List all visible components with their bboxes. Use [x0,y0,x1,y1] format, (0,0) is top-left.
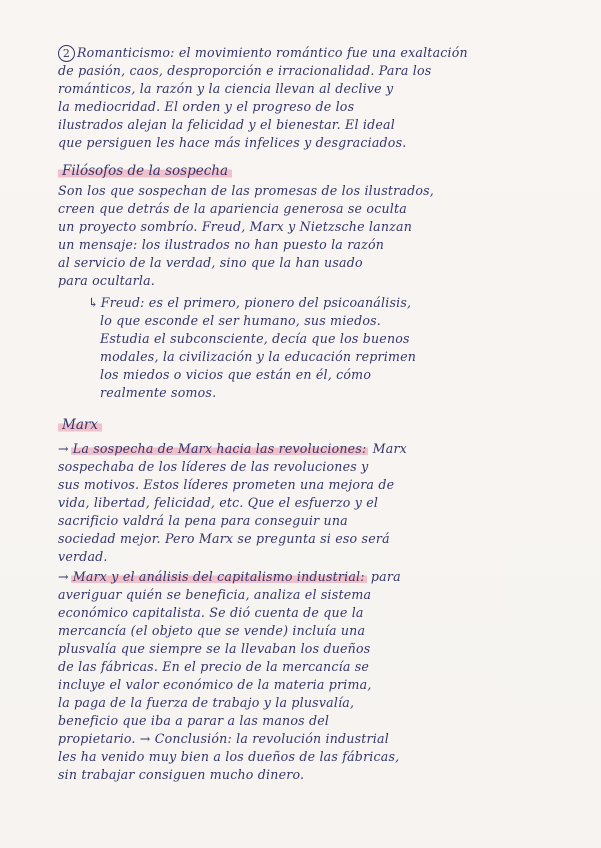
marx-point2-line-5: plusvalía que siempre se la llevaban los dueños [58,641,371,656]
marx-point1-line-3: sus motivos. Estos líderes prometen una mejora de [58,477,395,492]
marx-point1-line-6: sociedad mejor. Pero Marx se pregunta si eso será [58,531,390,546]
marx-heading [58,414,538,436]
filosofos-title: Filósofos de la sospecha [58,163,232,179]
sub-arrow-icon: ↳ [88,295,99,310]
marx-point1-line-2: sospechaba de los líderes de las revoluciones y [58,459,369,474]
filosofos-line-4: un mensaje: los ilustrados no han puesto la razón [58,237,385,252]
section-number-badge: 2 [58,45,75,62]
filosofos-line-2: creen que detrás de la apariencia generosa se oculta [58,201,407,216]
freud-line-3: Estudia el subconsciente, decía que los buenos [100,331,410,346]
romanticismo-line-1 [58,44,538,62]
marx-point2-line-1 [58,568,538,586]
marx-point2-line-11: les ha venido muy bien a los dueños de las fábricas, [58,749,400,764]
arrow-right-icon: → [58,569,69,584]
marx-point2-line-9: beneficio que iba a parar a las manos del [58,713,330,728]
freud-line-6: realmente somos. [100,385,217,400]
freud-line-4: modales, la civilización y la educación reprimen [100,349,417,364]
romanticismo-line-6: que persiguen les hace más infelices y desgraciados. [58,135,407,150]
marx-point1-line-1 [58,440,538,458]
marx-point2-line-6: de las fábricas. En el precio de la mercancía se [58,659,370,674]
filosofos-line-3: un proyecto sombrío. Freud, Marx y Nietzsche lanzan [58,219,413,234]
marx-point2-line-7: incluye el valor económico de la materia prima, [58,677,372,692]
marx-point1-line-5: sacrificio valdrá la pena para conseguir una [58,513,348,528]
freud-text-1: Freud: es el primero, pionero del psicoanálisis, [100,295,412,310]
romanticismo-text-1: Romanticismo: el movimiento romántico fue una exaltación [77,45,468,60]
romanticismo-line-2: de pasión, caos, desproporción e irracionalidad. Para los [58,63,432,78]
marx-point2-heading: Marx y el análisis del capitalismo industrial: [72,569,365,584]
marx-point1-rest: Marx [368,441,407,456]
marx-title: Marx [58,417,102,433]
marx-point2-line-12: sin trabajar consiguen mucho dinero. [58,767,305,782]
marx-point2-line-4: mercancía (el objeto que se vende) incluía una [58,623,366,638]
freud-line-5: los miedos o vicios que están en él, cómo [100,367,372,382]
romanticismo-line-3: románticos, la razón y la ciencia llevan al declive y [58,81,394,96]
marx-point2-line-2: averiguar quién se beneficia, analiza el sistema [58,587,372,602]
marx-point2-line-10: propietario. → Conclusión: la revolución industrial [58,731,389,746]
filosofos-line-6: para ocultarla. [58,273,156,288]
marx-point2-line-8: la paga de la fuerza de trabajo y la plusvalía, [58,695,355,710]
notes-content [58,44,538,784]
filosofos-heading [58,160,538,182]
marx-point2-line-3: económico capitalista. Se dió cuenta de que la [58,605,364,620]
romanticismo-line-5: ilustrados alejan la felicidad y el bienestar. El ideal [58,117,395,132]
filosofos-line-1: Son los que sospechan de las promesas de los ilustrados, [58,183,434,198]
romanticismo-line-4: la mediocridad. El orden y el progreso de los [58,99,355,114]
freud-line-1 [58,294,538,312]
marx-point2-rest: para [366,569,401,584]
arrow-right-icon: → [58,441,69,456]
marx-point1-line-4: vida, libertad, felicidad, etc. Que el esfuerzo y el [58,495,379,510]
freud-line-2: lo que esconde el ser humano, sus miedos. [100,313,381,328]
marx-point1-line-7: verdad. [58,549,108,564]
marx-point1-heading: La sospecha de Marx hacia las revoluciones: [72,441,367,456]
filosofos-line-5: al servicio de la verdad, sino que la han usado [58,255,363,270]
